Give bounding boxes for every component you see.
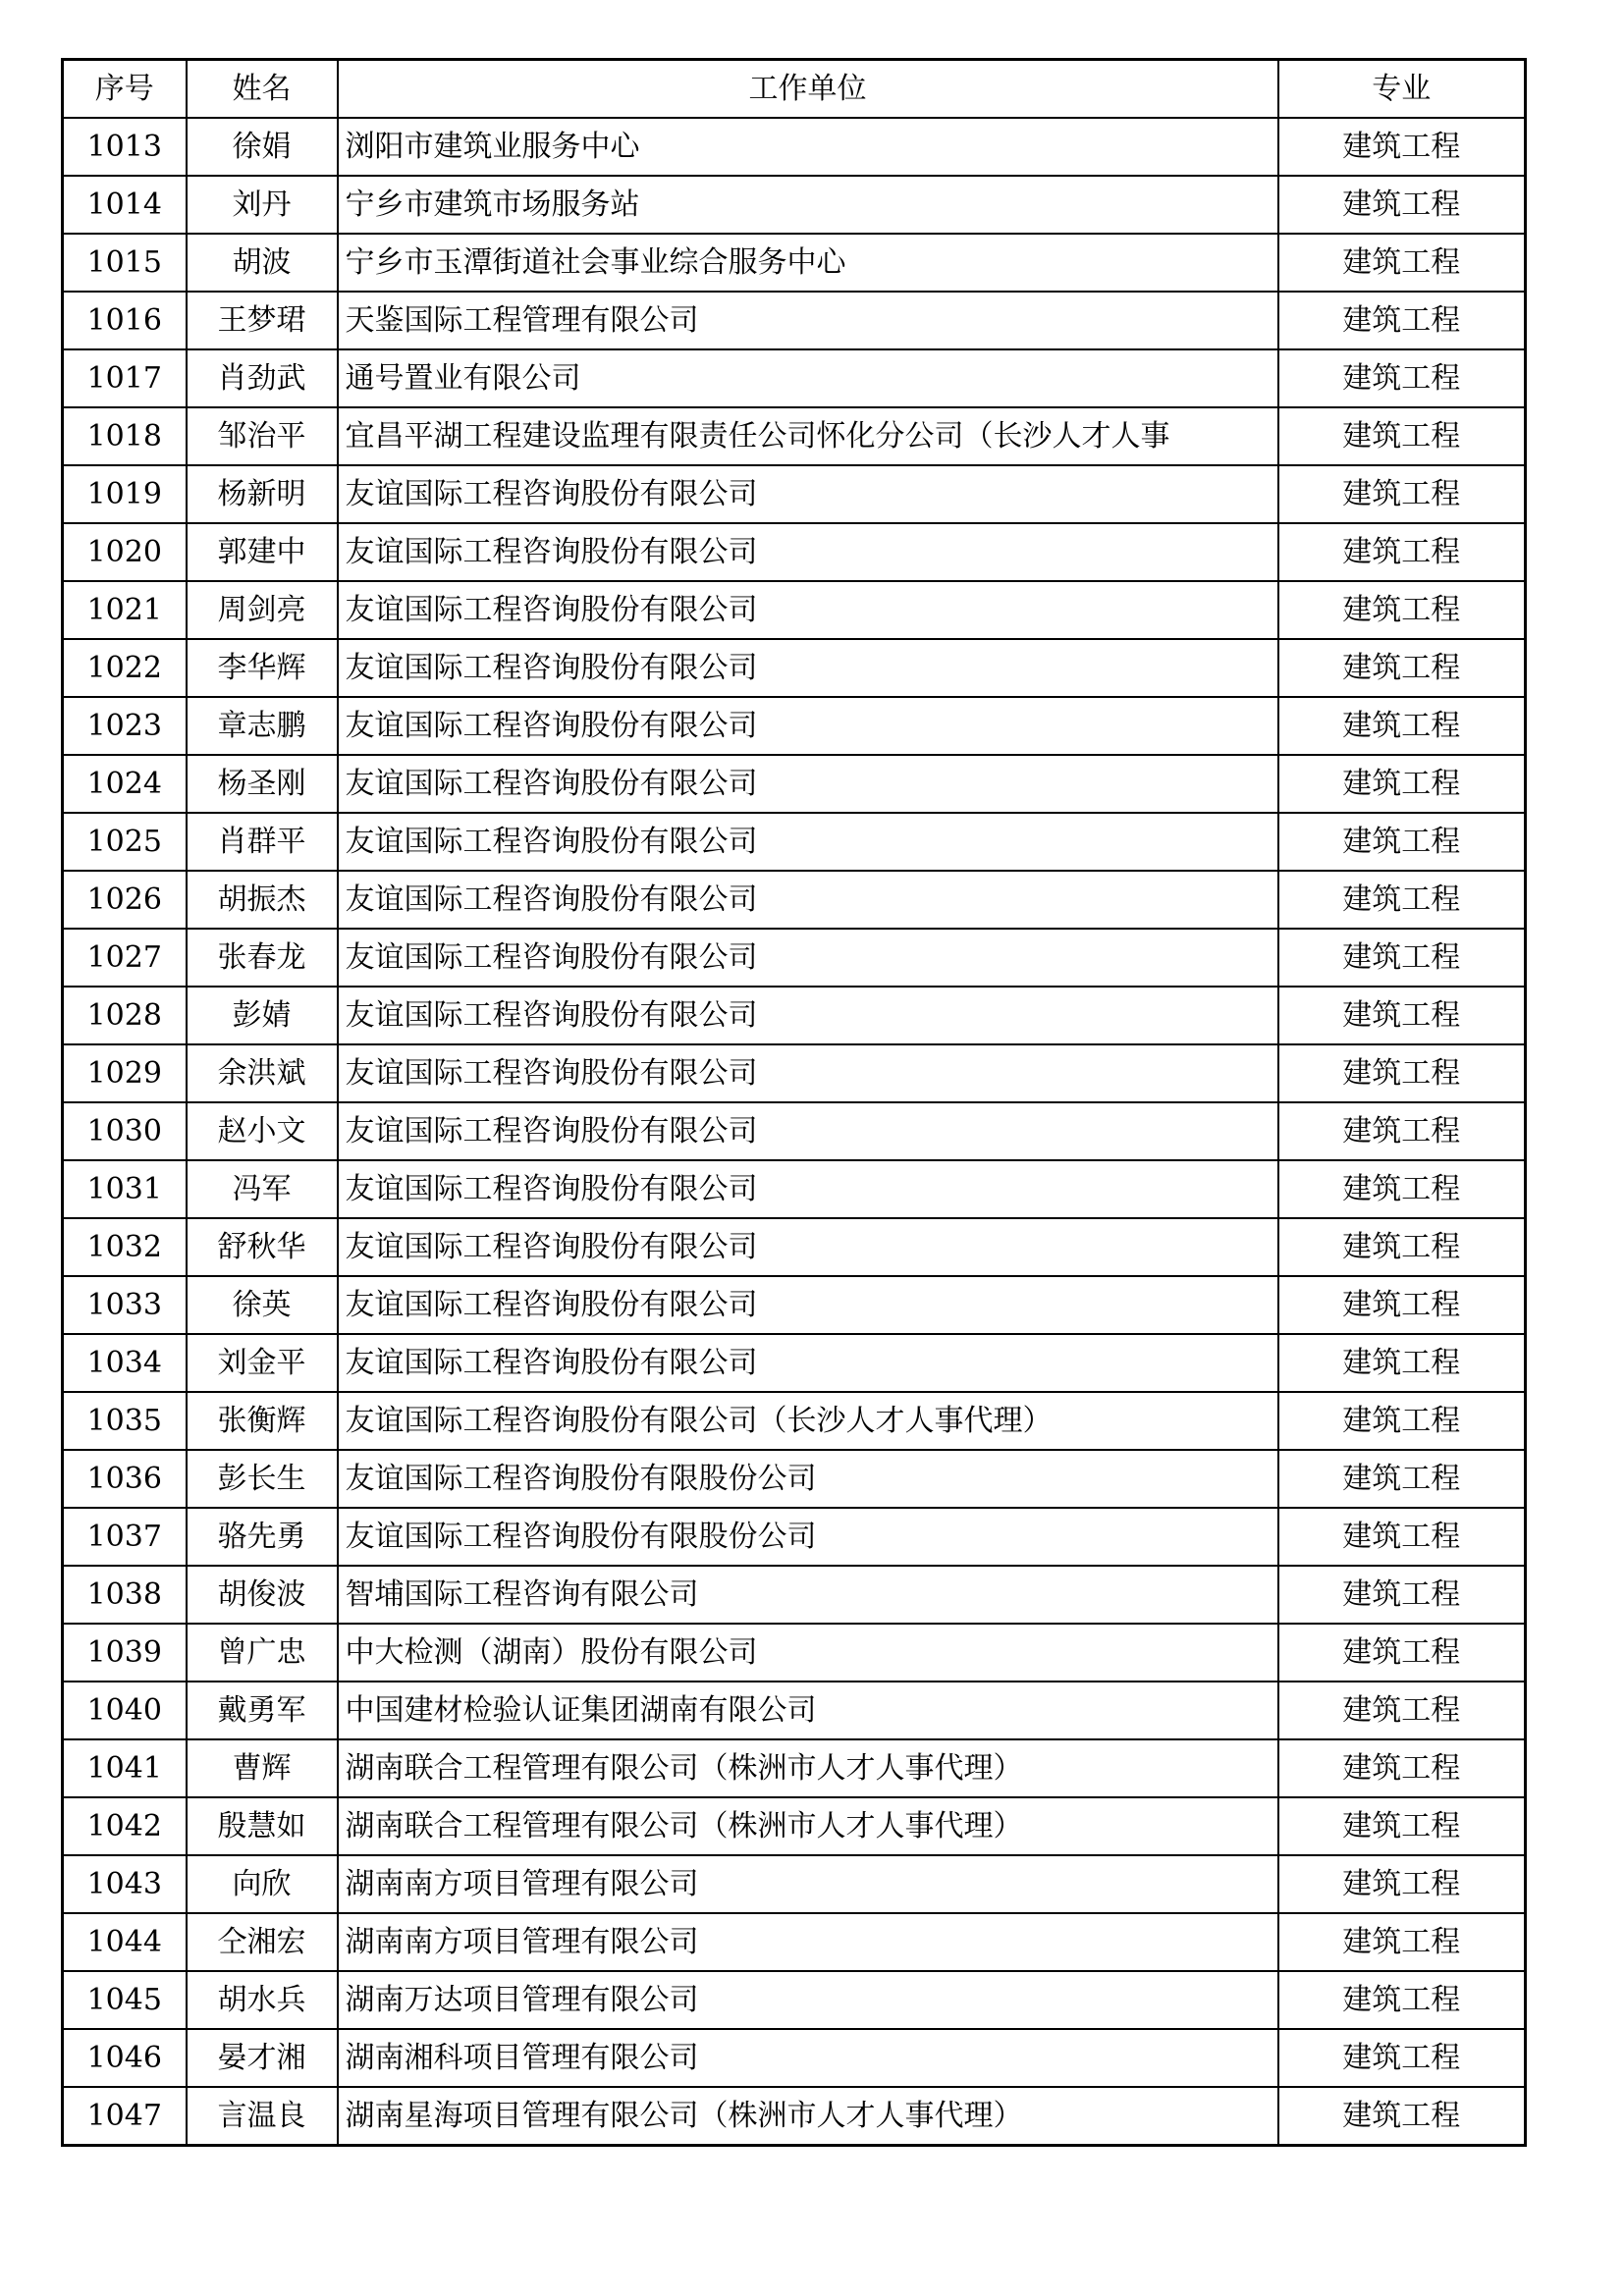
cell-name: 徐英 — [187, 1276, 338, 1334]
cell-major: 建筑工程 — [1278, 1508, 1526, 1566]
cell-work-unit: 湖南南方项目管理有限公司 — [338, 1855, 1278, 1913]
table-row — [63, 118, 1526, 176]
table-row — [63, 1971, 1526, 2029]
cell-serial-number: 1032 — [63, 1218, 187, 1276]
table-row — [63, 871, 1526, 929]
table-row — [63, 1682, 1526, 1739]
cell-major: 建筑工程 — [1278, 1450, 1526, 1508]
header-major: 专业 — [1278, 60, 1526, 119]
cell-work-unit: 湖南联合工程管理有限公司（株洲市人才人事代理） — [338, 1739, 1278, 1797]
cell-name: 杨圣刚 — [187, 755, 338, 813]
cell-serial-number: 1024 — [63, 755, 187, 813]
cell-work-unit: 友谊国际工程咨询股份有限公司 — [338, 581, 1278, 639]
cell-work-unit: 友谊国际工程咨询股份有限公司 — [338, 987, 1278, 1044]
cell-name: 张衡辉 — [187, 1392, 338, 1450]
cell-name: 彭长生 — [187, 1450, 338, 1508]
table-row — [63, 1044, 1526, 1102]
cell-major: 建筑工程 — [1278, 118, 1526, 176]
roster-table — [61, 58, 1527, 2147]
cell-serial-number: 1021 — [63, 581, 187, 639]
cell-serial-number: 1040 — [63, 1682, 187, 1739]
cell-name: 徐娟 — [187, 118, 338, 176]
cell-major: 建筑工程 — [1278, 639, 1526, 697]
cell-work-unit: 友谊国际工程咨询股份有限股份公司 — [338, 1450, 1278, 1508]
table-row — [63, 1739, 1526, 1797]
table-row — [63, 1392, 1526, 1450]
table-row — [63, 523, 1526, 581]
cell-major: 建筑工程 — [1278, 929, 1526, 987]
cell-serial-number: 1031 — [63, 1160, 187, 1218]
cell-name: 曹辉 — [187, 1739, 338, 1797]
table-row — [63, 755, 1526, 813]
cell-serial-number: 1014 — [63, 176, 187, 234]
cell-major: 建筑工程 — [1278, 1218, 1526, 1276]
table-row — [63, 1276, 1526, 1334]
cell-serial-number: 1029 — [63, 1044, 187, 1102]
header-serial-number: 序号 — [63, 60, 187, 119]
cell-work-unit: 湖南万达项目管理有限公司 — [338, 1971, 1278, 2029]
cell-major: 建筑工程 — [1278, 1739, 1526, 1797]
table-header — [63, 60, 1526, 119]
cell-serial-number: 1018 — [63, 407, 187, 465]
table-row — [63, 813, 1526, 871]
cell-serial-number: 1025 — [63, 813, 187, 871]
cell-name: 向欣 — [187, 1855, 338, 1913]
cell-serial-number: 1041 — [63, 1739, 187, 1797]
cell-name: 王梦珺 — [187, 292, 338, 349]
cell-work-unit: 友谊国际工程咨询股份有限公司 — [338, 1160, 1278, 1218]
cell-name: 冯军 — [187, 1160, 338, 1218]
header-name: 姓名 — [187, 60, 338, 119]
cell-work-unit: 浏阳市建筑业服务中心 — [338, 118, 1278, 176]
cell-name: 胡水兵 — [187, 1971, 338, 2029]
cell-serial-number: 1016 — [63, 292, 187, 349]
cell-major: 建筑工程 — [1278, 581, 1526, 639]
cell-name: 胡波 — [187, 234, 338, 292]
header-row — [63, 60, 1526, 119]
cell-major: 建筑工程 — [1278, 987, 1526, 1044]
cell-name: 晏才湘 — [187, 2029, 338, 2087]
cell-serial-number: 1042 — [63, 1797, 187, 1855]
table-row — [63, 2087, 1526, 2146]
table-row — [63, 1334, 1526, 1392]
table-row — [63, 1102, 1526, 1160]
cell-serial-number: 1020 — [63, 523, 187, 581]
cell-work-unit: 友谊国际工程咨询股份有限公司 — [338, 813, 1278, 871]
cell-work-unit: 湖南湘科项目管理有限公司 — [338, 2029, 1278, 2087]
cell-serial-number: 1013 — [63, 118, 187, 176]
cell-major: 建筑工程 — [1278, 407, 1526, 465]
cell-name: 郭建中 — [187, 523, 338, 581]
header-work-unit: 工作单位 — [338, 60, 1278, 119]
cell-major: 建筑工程 — [1278, 1392, 1526, 1450]
cell-major: 建筑工程 — [1278, 1797, 1526, 1855]
cell-serial-number: 1044 — [63, 1913, 187, 1971]
cell-name: 刘金平 — [187, 1334, 338, 1392]
table-row — [63, 407, 1526, 465]
cell-major: 建筑工程 — [1278, 1334, 1526, 1392]
cell-work-unit: 湖南联合工程管理有限公司（株洲市人才人事代理） — [338, 1797, 1278, 1855]
cell-serial-number: 1045 — [63, 1971, 187, 2029]
cell-serial-number: 1028 — [63, 987, 187, 1044]
cell-work-unit: 友谊国际工程咨询股份有限公司 — [338, 639, 1278, 697]
cell-name: 殷慧如 — [187, 1797, 338, 1855]
table-row — [63, 1797, 1526, 1855]
cell-work-unit: 友谊国际工程咨询股份有限股份公司 — [338, 1508, 1278, 1566]
cell-name: 周剑亮 — [187, 581, 338, 639]
cell-major: 建筑工程 — [1278, 1971, 1526, 2029]
cell-major: 建筑工程 — [1278, 1855, 1526, 1913]
cell-work-unit: 友谊国际工程咨询股份有限公司 — [338, 523, 1278, 581]
table-row — [63, 292, 1526, 349]
cell-serial-number: 1039 — [63, 1624, 187, 1682]
table-row — [63, 465, 1526, 523]
cell-major: 建筑工程 — [1278, 1044, 1526, 1102]
cell-major: 建筑工程 — [1278, 2087, 1526, 2146]
cell-name: 肖劲武 — [187, 349, 338, 407]
cell-work-unit: 中国建材检验认证集团湖南有限公司 — [338, 1682, 1278, 1739]
cell-major: 建筑工程 — [1278, 2029, 1526, 2087]
cell-serial-number: 1046 — [63, 2029, 187, 2087]
cell-serial-number: 1017 — [63, 349, 187, 407]
cell-major: 建筑工程 — [1278, 871, 1526, 929]
cell-major: 建筑工程 — [1278, 1566, 1526, 1624]
table-row — [63, 697, 1526, 755]
cell-work-unit: 中大检测（湖南）股份有限公司 — [338, 1624, 1278, 1682]
cell-serial-number: 1015 — [63, 234, 187, 292]
cell-major: 建筑工程 — [1278, 349, 1526, 407]
cell-major: 建筑工程 — [1278, 1913, 1526, 1971]
cell-work-unit: 湖南星海项目管理有限公司（株洲市人才人事代理） — [338, 2087, 1278, 2146]
cell-name: 肖群平 — [187, 813, 338, 871]
cell-serial-number: 1035 — [63, 1392, 187, 1450]
cell-name: 刘丹 — [187, 176, 338, 234]
cell-work-unit: 湖南南方项目管理有限公司 — [338, 1913, 1278, 1971]
cell-major: 建筑工程 — [1278, 1682, 1526, 1739]
table-row — [63, 1624, 1526, 1682]
table-row — [63, 2029, 1526, 2087]
cell-serial-number: 1023 — [63, 697, 187, 755]
table-row — [63, 581, 1526, 639]
cell-name: 赵小文 — [187, 1102, 338, 1160]
cell-major: 建筑工程 — [1278, 697, 1526, 755]
cell-serial-number: 1033 — [63, 1276, 187, 1334]
cell-name: 张春龙 — [187, 929, 338, 987]
cell-major: 建筑工程 — [1278, 1276, 1526, 1334]
cell-work-unit: 友谊国际工程咨询股份有限公司 — [338, 929, 1278, 987]
table-row — [63, 1913, 1526, 1971]
cell-major: 建筑工程 — [1278, 1102, 1526, 1160]
cell-name: 胡振杰 — [187, 871, 338, 929]
cell-name: 章志鹏 — [187, 697, 338, 755]
cell-serial-number: 1026 — [63, 871, 187, 929]
cell-work-unit: 友谊国际工程咨询股份有限公司 — [338, 465, 1278, 523]
cell-work-unit: 宜昌平湖工程建设监理有限责任公司怀化分公司（长沙人才人事 — [338, 407, 1278, 465]
cell-name: 曾广忠 — [187, 1624, 338, 1682]
table-row — [63, 1160, 1526, 1218]
table-row — [63, 639, 1526, 697]
cell-work-unit: 通号置业有限公司 — [338, 349, 1278, 407]
cell-name: 舒秋华 — [187, 1218, 338, 1276]
table-row — [63, 1218, 1526, 1276]
cell-major: 建筑工程 — [1278, 292, 1526, 349]
cell-major: 建筑工程 — [1278, 465, 1526, 523]
cell-major: 建筑工程 — [1278, 1624, 1526, 1682]
cell-work-unit: 友谊国际工程咨询股份有限公司 — [338, 1334, 1278, 1392]
table-row — [63, 1566, 1526, 1624]
cell-work-unit: 友谊国际工程咨询股份有限公司 — [338, 697, 1278, 755]
cell-major: 建筑工程 — [1278, 523, 1526, 581]
cell-work-unit: 友谊国际工程咨询股份有限公司 — [338, 1218, 1278, 1276]
table-row — [63, 1450, 1526, 1508]
cell-name: 仝湘宏 — [187, 1913, 338, 1971]
cell-serial-number: 1030 — [63, 1102, 187, 1160]
cell-name: 戴勇军 — [187, 1682, 338, 1739]
cell-work-unit: 友谊国际工程咨询股份有限公司 — [338, 755, 1278, 813]
cell-work-unit: 友谊国际工程咨询股份有限公司（长沙人才人事代理） — [338, 1392, 1278, 1450]
cell-name: 杨新明 — [187, 465, 338, 523]
cell-serial-number: 1027 — [63, 929, 187, 987]
cell-serial-number: 1038 — [63, 1566, 187, 1624]
cell-serial-number: 1022 — [63, 639, 187, 697]
cell-serial-number: 1043 — [63, 1855, 187, 1913]
table-row — [63, 349, 1526, 407]
cell-work-unit: 友谊国际工程咨询股份有限公司 — [338, 1044, 1278, 1102]
cell-name: 李华辉 — [187, 639, 338, 697]
cell-name: 骆先勇 — [187, 1508, 338, 1566]
table-row — [63, 234, 1526, 292]
cell-name: 余洪斌 — [187, 1044, 338, 1102]
cell-work-unit: 宁乡市建筑市场服务站 — [338, 176, 1278, 234]
cell-serial-number: 1036 — [63, 1450, 187, 1508]
cell-serial-number: 1034 — [63, 1334, 187, 1392]
cell-work-unit: 友谊国际工程咨询股份有限公司 — [338, 1276, 1278, 1334]
cell-name: 邹治平 — [187, 407, 338, 465]
cell-serial-number: 1037 — [63, 1508, 187, 1566]
table-row — [63, 176, 1526, 234]
table-body — [63, 118, 1526, 2146]
cell-work-unit: 友谊国际工程咨询股份有限公司 — [338, 871, 1278, 929]
cell-serial-number: 1019 — [63, 465, 187, 523]
cell-work-unit: 宁乡市玉潭街道社会事业综合服务中心 — [338, 234, 1278, 292]
table-row — [63, 987, 1526, 1044]
cell-work-unit: 天鉴国际工程管理有限公司 — [338, 292, 1278, 349]
cell-name: 胡俊波 — [187, 1566, 338, 1624]
cell-work-unit: 智埔国际工程咨询有限公司 — [338, 1566, 1278, 1624]
cell-serial-number: 1047 — [63, 2087, 187, 2146]
table-row — [63, 929, 1526, 987]
cell-major: 建筑工程 — [1278, 176, 1526, 234]
cell-name: 言温良 — [187, 2087, 338, 2146]
cell-major: 建筑工程 — [1278, 234, 1526, 292]
table-row — [63, 1508, 1526, 1566]
cell-name: 彭婧 — [187, 987, 338, 1044]
cell-major: 建筑工程 — [1278, 1160, 1526, 1218]
cell-major: 建筑工程 — [1278, 813, 1526, 871]
table-row — [63, 1855, 1526, 1913]
cell-major: 建筑工程 — [1278, 755, 1526, 813]
cell-work-unit: 友谊国际工程咨询股份有限公司 — [338, 1102, 1278, 1160]
